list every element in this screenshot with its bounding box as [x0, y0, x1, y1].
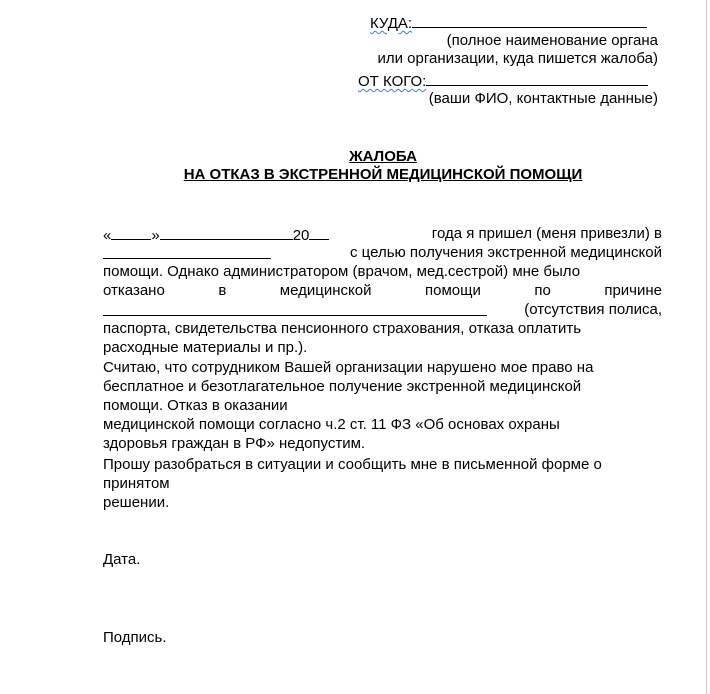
- from-line: [358, 71, 648, 90]
- month-blank: [160, 225, 293, 240]
- body-line-2: [103, 244, 662, 261]
- body-line-10: помощи. Отказ в оказании: [103, 397, 288, 414]
- body-line-9: [103, 378, 662, 395]
- to-blank: [412, 13, 647, 28]
- from-hint: (ваши ФИО, контактные данные): [428, 90, 658, 107]
- body-line-12: здоровья граждан в РФ» недопустим.: [103, 435, 366, 452]
- body-line-4: [103, 282, 662, 299]
- body-line-6: [103, 320, 662, 337]
- body-text: Считаю, что сотрудником Вашей организации нарушено мое право на: [103, 359, 594, 376]
- body-line-11: [103, 416, 662, 433]
- from-blank: [426, 71, 648, 86]
- body-text: паспорта, свидетельства пенсионного страхования, отказа оплатить: [103, 320, 582, 337]
- body-line-15: решении.: [103, 494, 170, 511]
- body-word: причине: [604, 282, 662, 299]
- body-line-8: [103, 359, 662, 376]
- quote-close: »: [151, 227, 160, 244]
- body-word: в: [218, 282, 227, 299]
- body-word: отказано: [103, 282, 165, 299]
- body-text: (отсутствия полиса,: [524, 301, 662, 318]
- body-text: года я пришел (меня привезли) в: [431, 225, 662, 242]
- organization-blank: [103, 244, 271, 259]
- body-text: помощи. Однако администратором (врачом, мед.сестрой) мне было: [103, 263, 581, 280]
- body-word: медицинской: [279, 282, 372, 299]
- page-subtitle: НА ОТКАЗ В ЭКСТРЕННОЙ МЕДИЦИНСКОЙ ПОМОЩИ: [183, 166, 583, 183]
- body-line-1: [103, 225, 662, 244]
- quote-open: «: [103, 227, 112, 244]
- to-hint-2: или организации, куда пишется жалоба): [377, 50, 658, 67]
- body-text: бесплатное и безотлагательное получение экстренной медицинской: [103, 378, 582, 395]
- to-hint: (полное наименование органа: [446, 32, 658, 49]
- date-fill-line: [103, 225, 329, 244]
- to-line: [370, 13, 647, 32]
- body-text: медицинской помощи согласно ч.2 ст. 11 ФЗ «Об основах охраны: [103, 416, 560, 433]
- body-text: с целью получения экстренной медицинской: [350, 244, 662, 261]
- body-line-3: [103, 263, 662, 280]
- body-word: помощи: [424, 282, 481, 299]
- year-blank: [309, 225, 329, 240]
- date-label: Дата.: [103, 551, 141, 568]
- year-prefix: 20: [292, 227, 310, 244]
- reason-blank: [103, 301, 487, 316]
- body-line-14: принятом: [103, 475, 170, 492]
- day-blank: [111, 225, 151, 240]
- body-line-5: [103, 301, 662, 318]
- page-title: ЖАЛОБА: [349, 148, 417, 165]
- from-label: ОТ КОГО:: [358, 73, 427, 90]
- body-line-7: расходные материалы и пр.).: [103, 339, 308, 356]
- body-word: по: [534, 282, 551, 299]
- to-label: КУДА:: [370, 15, 413, 32]
- body-line-13: Прошу разобраться в ситуации и сообщить мне в письменной форме о: [103, 456, 602, 473]
- signature-label: Подпись.: [103, 629, 167, 646]
